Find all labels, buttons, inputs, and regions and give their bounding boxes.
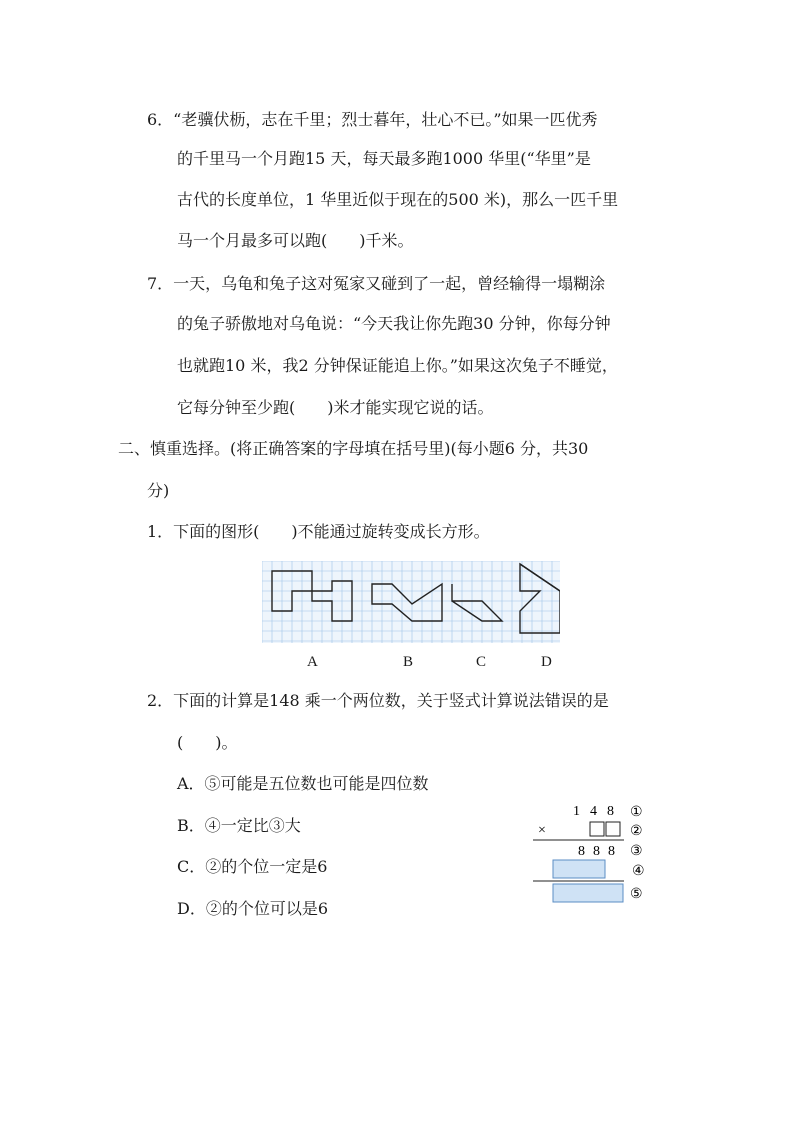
final-product-box [553,884,623,902]
q6-line-2: 的千里马一个月跑15 天，每天最多跑1000 华里(“华里”是 [177,149,591,168]
q6-line-3: 古代的长度单位，1 华里近似于现在的500 米)，那么一匹千里 [177,190,619,209]
sq2-option-d: D．②的个位可以是6 [177,899,329,918]
vertical-calc-figure [528,798,658,908]
shape-label-c: C [476,654,487,670]
sq2-option-c: C．②的个位一定是6 [177,857,328,876]
calc-digit-4: 4 [590,804,597,819]
sq2-line-2: ( )。 [177,733,238,752]
calc-digit-8b: 8 [593,844,600,859]
section-2-heading: 二、慎重选择。(将正确答案的字母填在括号里)(每小题6 分，共30 [118,439,589,458]
multiplier-box-2 [606,822,620,836]
circle-4: ④ [632,864,645,879]
q7-line-2: 的兔子骄傲地对乌龟说：“今天我让你先跑30 分钟，你每分钟 [177,314,611,333]
sq2-option-b: B．④一定比③大 [177,816,301,835]
q7-line-3: 也就跑10 米，我2 分钟保证能追上你。”如果这次兔子不睡觉， [177,356,618,375]
q7-line-4: 它每分钟至少跑( )米才能实现它说的话。 [177,398,494,417]
circle-1: ① [630,805,643,820]
shape-label-d: D [541,654,552,670]
sq1-question: 1．下面的图形( )不能通过旋转变成长方形。 [147,522,490,541]
calc-digit-8a: 8 [578,844,585,859]
section-2-heading-cont: 分) [147,481,170,500]
q6-line-4: 马一个月最多可以跑( )千米。 [177,231,414,250]
times-sign: × [538,823,546,838]
circle-2: ② [630,824,643,839]
calc-digit-8: 8 [607,804,614,819]
sq2-line-1: 2．下面的计算是148 乘一个两位数，关于竖式计算说法错误的是 [147,691,609,710]
shape-label-b: B [403,654,414,670]
sq2-option-a: A．⑤可能是五位数也可能是四位数 [177,774,429,793]
circle-3: ③ [630,844,643,859]
q7-line-1: 7．一天，乌龟和兔子这对冤家又碰到了一起，曾经输得一塌糊涂 [147,274,606,293]
multiplier-box-1 [590,822,604,836]
calc-digit-8c: 8 [608,844,615,859]
partial-product-box [553,860,605,878]
shape-label-a: A [307,654,318,670]
calc-digit-1: 1 [573,804,580,819]
circle-5: ⑤ [630,887,643,902]
shapes-grid-figure [262,561,560,643]
q6-line-1: 6．“老骥伏枥，志在千里；烈士暮年，壮心不已。”如果一匹优秀 [147,110,598,129]
